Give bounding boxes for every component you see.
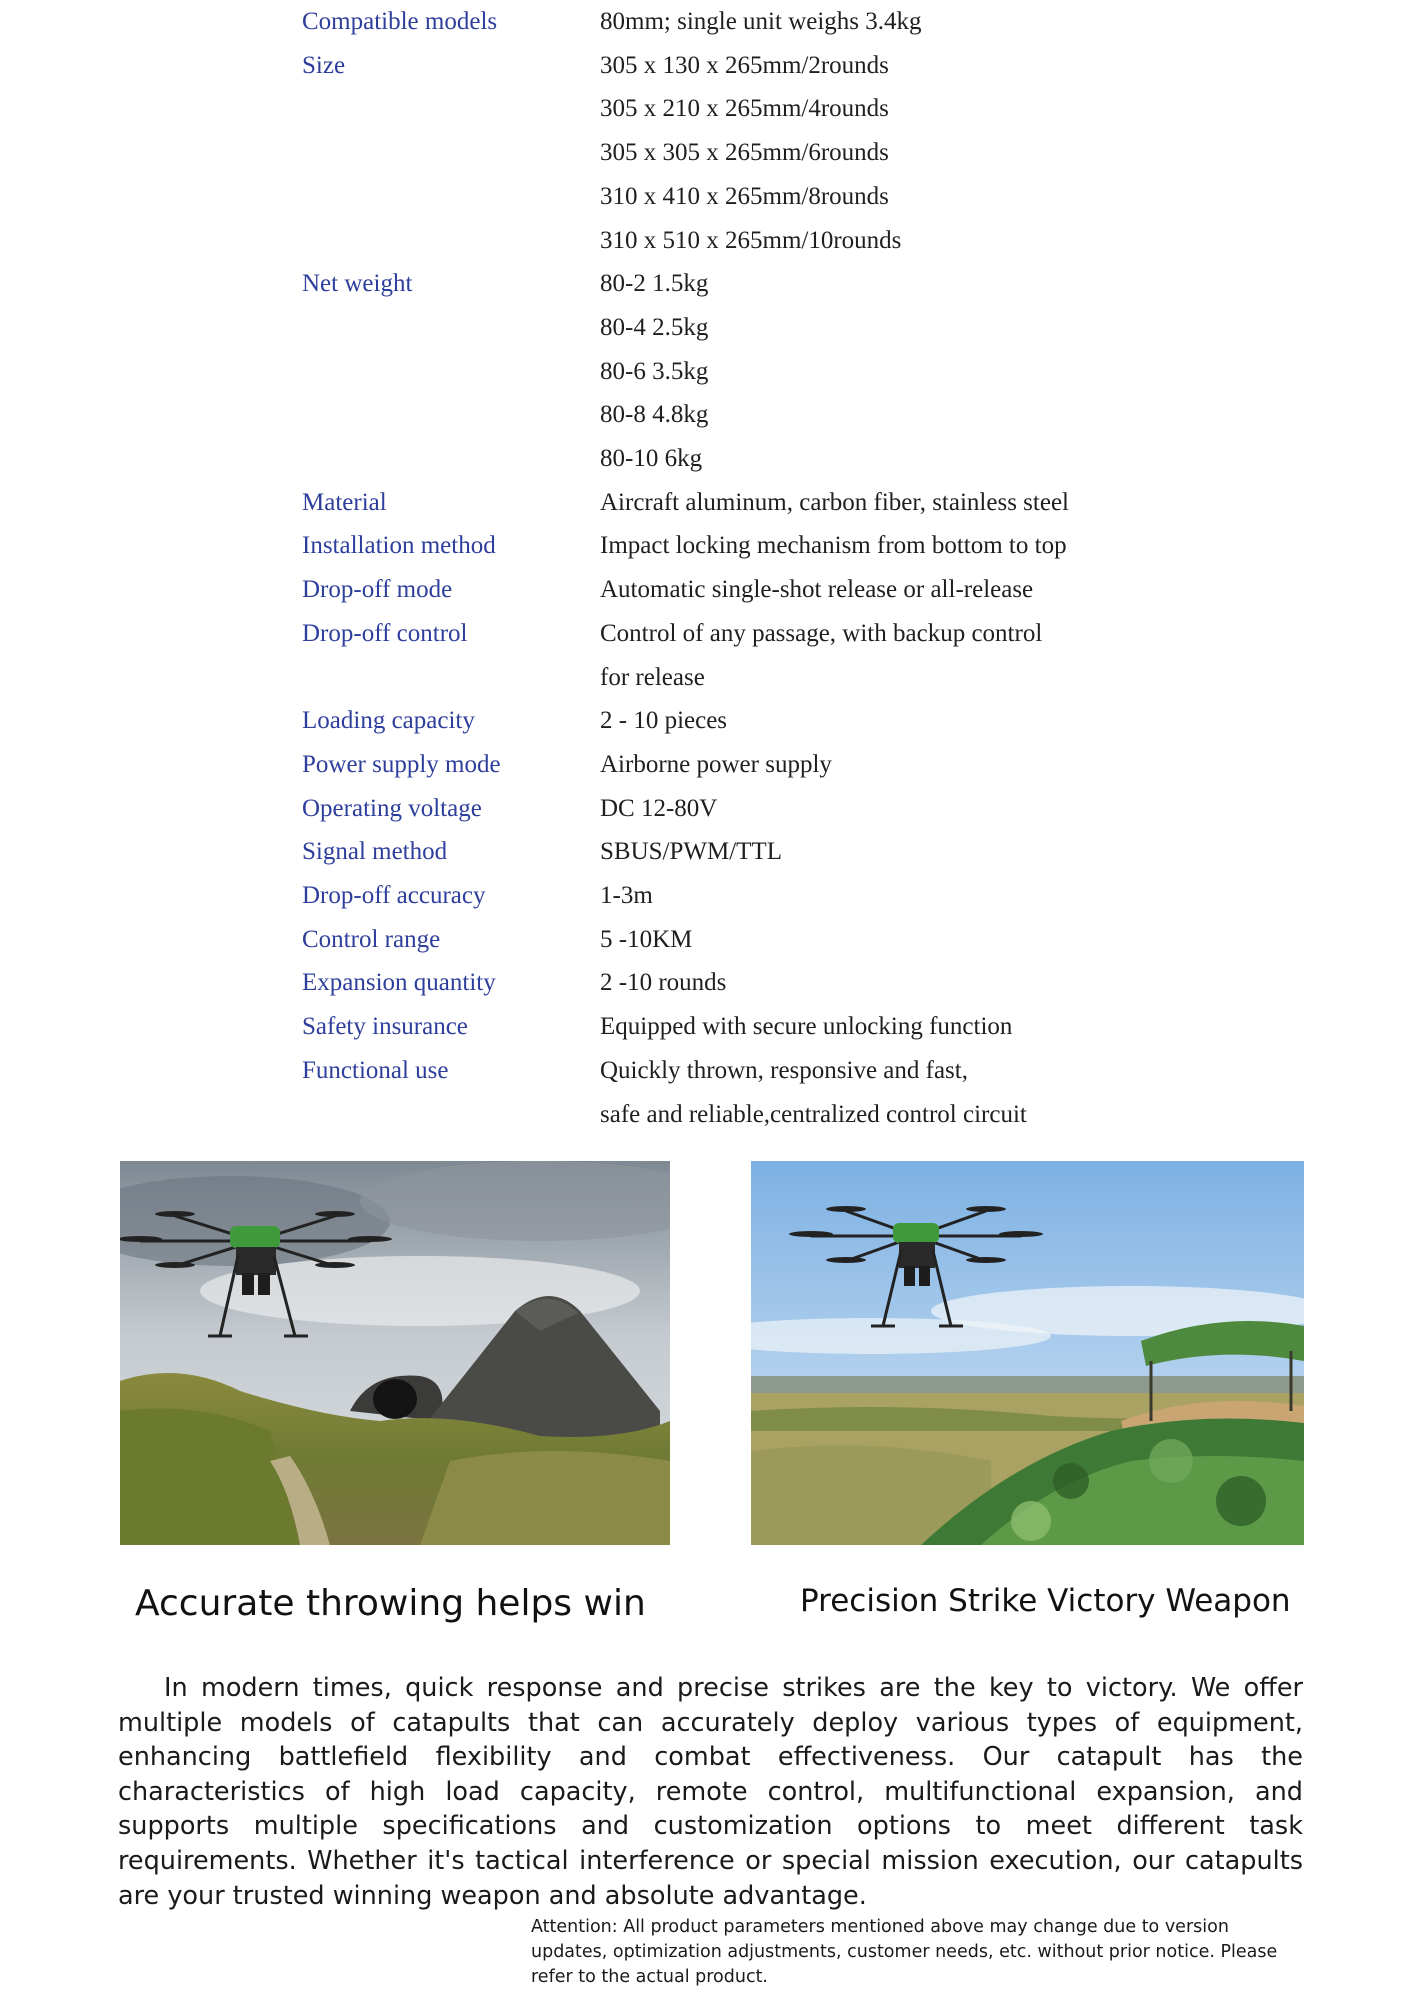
spec-values: [600, 262, 1202, 481]
spec-values: [600, 918, 1202, 962]
attention-note: Attention: All product parameters mentioned above may change due to version updates, optimization adjustments, customer needs, etc. without prior notice. Please refer to the actual product.: [531, 1917, 1278, 1987]
spec-value: 5 -10KM: [600, 925, 693, 953]
spec-values: [600, 1049, 1202, 1136]
spec-value: 80-8 4.8kg: [600, 401, 709, 429]
drone-bunker-photo: [120, 1161, 670, 1545]
spec-label: Expansion quantity: [302, 969, 496, 997]
spec-values: [600, 874, 1202, 918]
spec-value: 305 x 210 x 265mm/4rounds: [600, 95, 889, 123]
spec-value: SBUS/PWM/TTL: [600, 838, 782, 866]
spec-label: Power supply mode: [302, 750, 501, 778]
spec-row: [302, 918, 1202, 962]
spec-value: 310 x 510 x 265mm/10rounds: [600, 226, 902, 254]
spec-row: [302, 1049, 1202, 1136]
spec-label: Control range: [302, 925, 441, 953]
spec-label: Loading capacity: [302, 707, 475, 735]
body-paragraph: In modern times, quick response and precise strikes are the key to victory. We offer multiple models of catapults that can accurately deploy various types of equipment, enhancing battlefield flexibility and combat effectiveness. Our catapult has the characteristics of high load capacity, remote control, multifunctional expansion, and supports multiple specifications and customization options to meet different task requirements. Whether it's tactical interference or special mission execution, our catapults are your trusted winning weapon and absolute advantage.: [118, 1673, 1303, 1911]
spec-values: [600, 830, 1202, 874]
spec-values: [600, 961, 1202, 1005]
spec-values: [600, 1005, 1202, 1049]
spec-row: [302, 699, 1202, 743]
spec-label: Installation method: [302, 532, 496, 560]
spec-values: [600, 0, 1202, 44]
drone-bunker-illustration: [120, 1161, 670, 1545]
spec-value: 2 - 10 pieces: [600, 707, 728, 735]
spec-value: safe and reliable,centralized control circuit: [600, 1100, 1027, 1128]
spec-values: [600, 44, 1202, 263]
spec-label: Net weight: [302, 270, 413, 298]
spec-row: [302, 743, 1202, 787]
spec-values: [600, 524, 1202, 568]
drone-camouflage-illustration: [751, 1161, 1304, 1545]
spec-row: [302, 524, 1202, 568]
spec-value: DC 12-80V: [600, 794, 718, 822]
spec-value: 310 x 410 x 265mm/8rounds: [600, 182, 889, 210]
spec-value: 80-6 3.5kg: [600, 357, 709, 385]
spec-value: Automatic single-shot release or all-release: [600, 576, 1034, 604]
spec-value: for release: [600, 663, 705, 691]
spec-row: [302, 568, 1202, 612]
spec-value: 305 x 130 x 265mm/2rounds: [600, 51, 889, 79]
spec-label: Material: [302, 488, 387, 516]
spec-values: [600, 743, 1202, 787]
spec-label: Operating voltage: [302, 794, 482, 822]
spec-label: Drop-off control: [302, 619, 468, 647]
spec-row: [302, 44, 1202, 263]
spec-value: Quickly thrown, responsive and fast,: [600, 1056, 968, 1084]
spec-label: Compatible models: [302, 8, 498, 35]
spec-value: Airborne power supply: [600, 750, 832, 778]
spec-values: [600, 699, 1202, 743]
drone-camouflage-photo: [751, 1161, 1304, 1545]
spec-values: [600, 481, 1202, 525]
spec-values: [600, 612, 1202, 699]
spec-value: 80mm; single unit weighs 3.4kg: [600, 8, 922, 35]
spec-value: 1-3m: [600, 882, 653, 910]
spec-row: [302, 830, 1202, 874]
spec-values: [600, 787, 1202, 831]
spec-row: [302, 262, 1202, 481]
spec-value: 2 -10 rounds: [600, 969, 727, 997]
spec-value: Aircraft aluminum, carbon fiber, stainless steel: [600, 488, 1069, 516]
spec-label: Drop-off mode: [302, 576, 453, 604]
spec-label: Functional use: [302, 1056, 449, 1084]
spec-value: Control of any passage, with backup control: [600, 619, 1043, 647]
spec-values: [600, 568, 1202, 612]
spec-label: Drop-off accuracy: [302, 882, 486, 910]
caption-accurate-throwing: Accurate throwing helps win: [135, 1583, 646, 1624]
spec-label: Size: [302, 51, 346, 79]
spec-value: 80-10 6kg: [600, 445, 703, 473]
spec-value: 80-4 2.5kg: [600, 313, 709, 341]
spec-row: [302, 874, 1202, 918]
spec-value: 80-2 1.5kg: [600, 270, 709, 298]
spec-row: [302, 961, 1202, 1005]
spec-row: [302, 0, 1202, 44]
spec-row: [302, 481, 1202, 525]
spec-row: [302, 1005, 1202, 1049]
spec-value: Equipped with secure unlocking function: [600, 1013, 1013, 1041]
spec-table: [302, 0, 1202, 1136]
spec-row: [302, 787, 1202, 831]
spec-value: 305 x 305 x 265mm/6rounds: [600, 139, 889, 167]
spec-value: Impact locking mechanism from bottom to top: [600, 532, 1067, 560]
spec-row: [302, 612, 1202, 699]
spec-label: Safety insurance: [302, 1013, 468, 1041]
caption-precision-strike: Precision Strike Victory Weapon: [800, 1583, 1291, 1619]
spec-label: Signal method: [302, 838, 448, 866]
